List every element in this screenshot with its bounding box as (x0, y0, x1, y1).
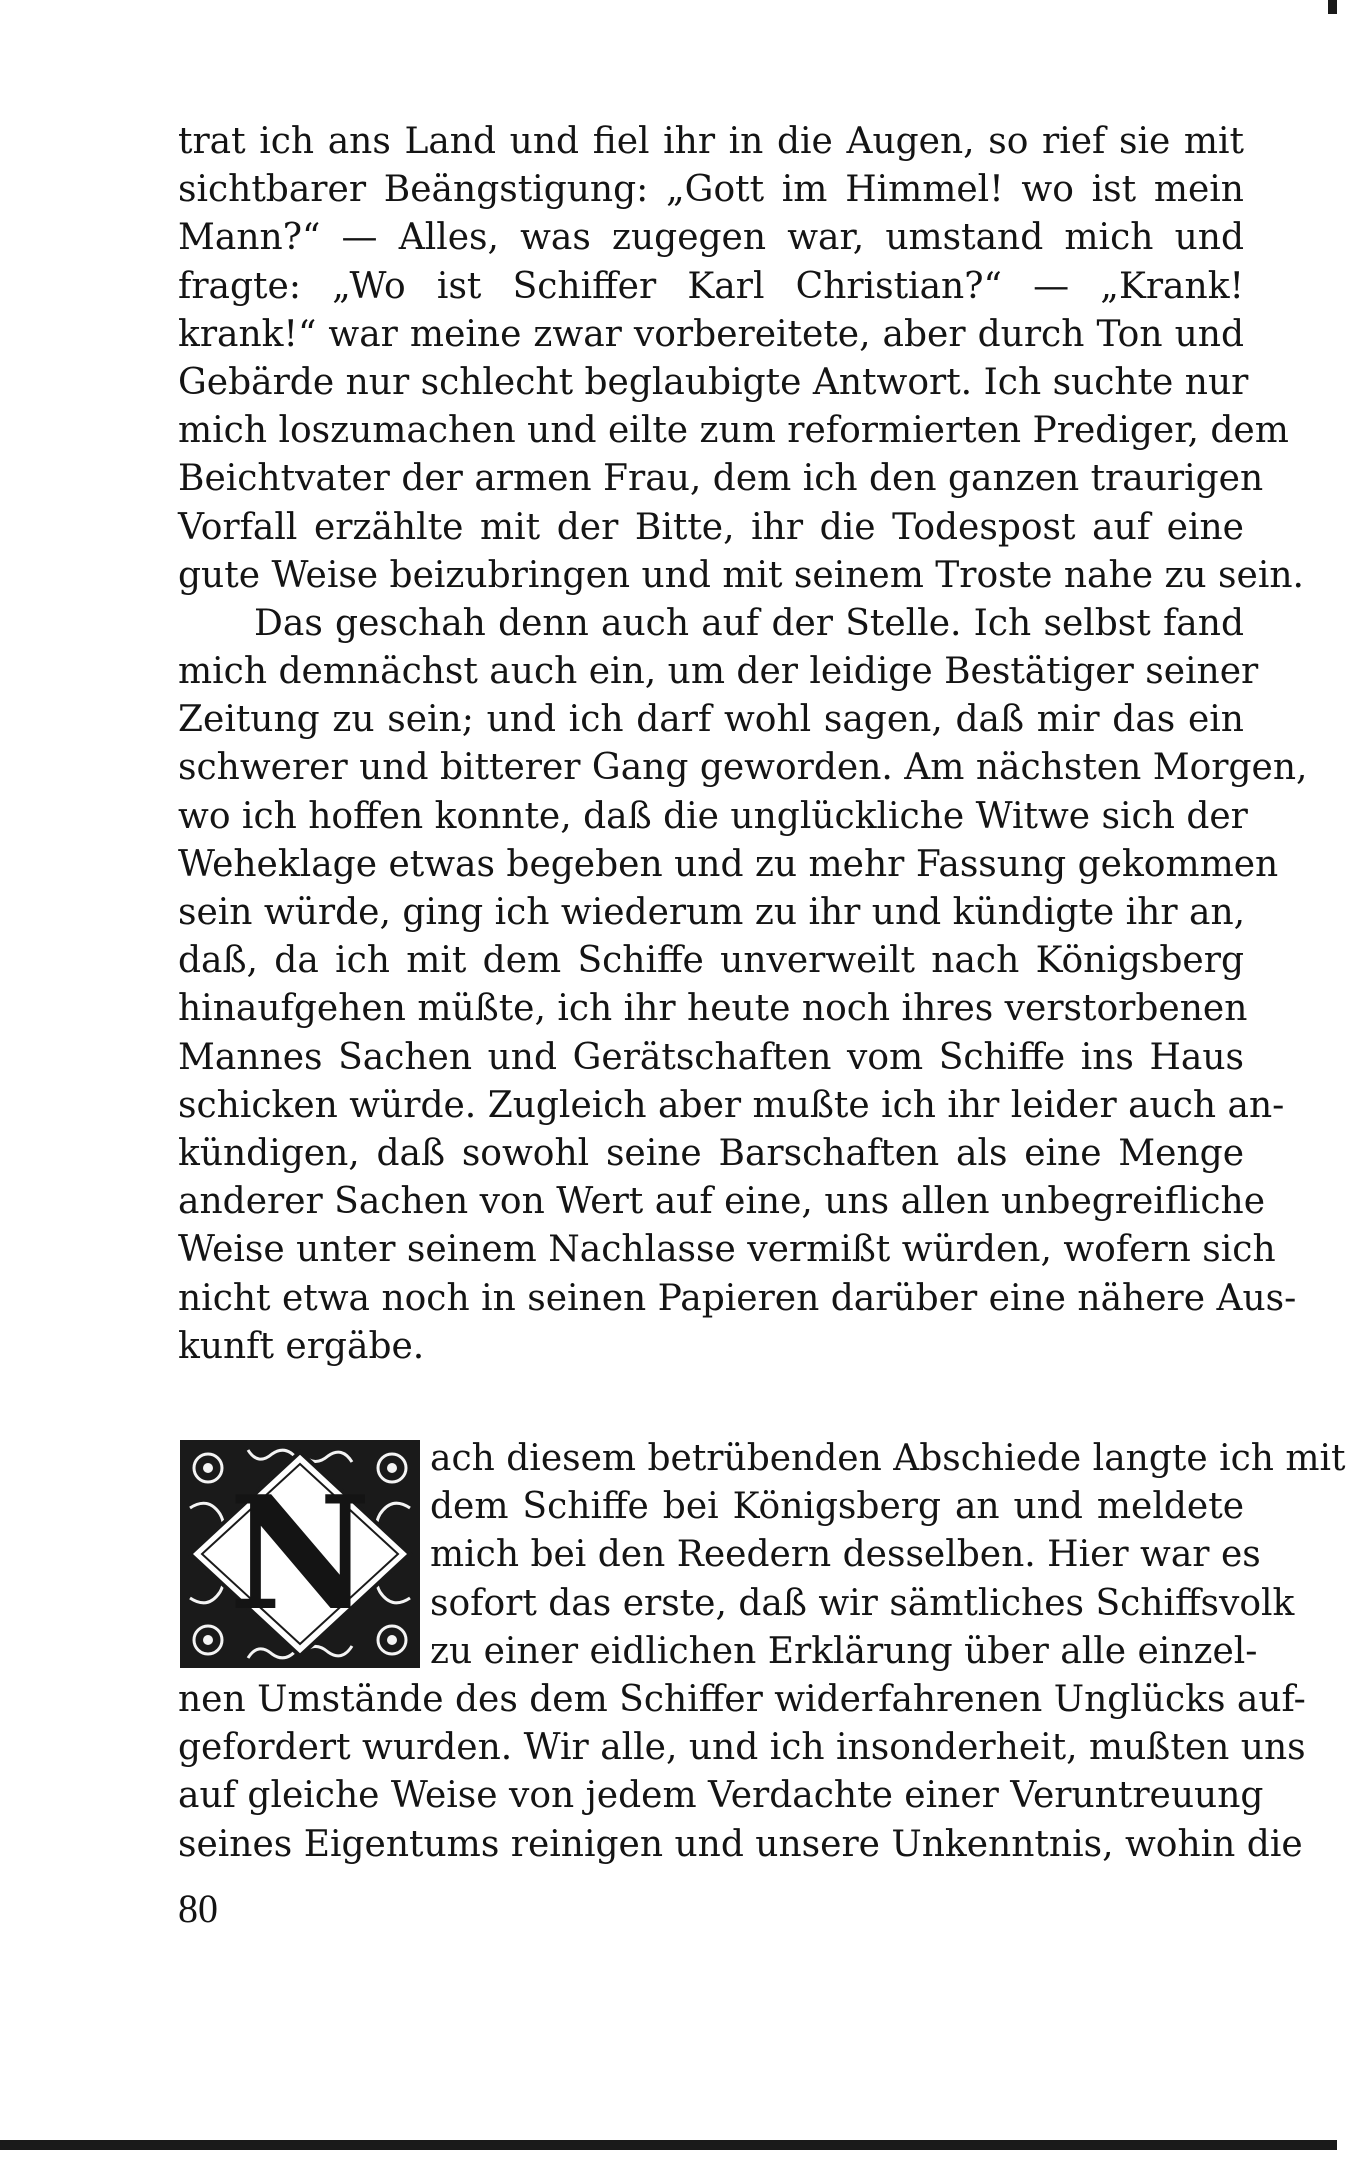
text-line: schwerer und bitterer Gang geworden. Am nächsten Morgen, (178, 747, 1308, 789)
text-line: schicken würde. Zugleich aber mußte ich ihr leider auch an- (178, 1084, 1285, 1126)
text-line: nen Umstände des dem Schiffer widerfahrenen Unglücks auf- (178, 1678, 1306, 1720)
text-line: sofort das erste, daß wir sämtliches Schiffsvolk (430, 1582, 1295, 1624)
scan-bottom-edge (0, 2140, 1337, 2150)
text-line: mich bei den Reedern desselben. Hier war es (430, 1534, 1261, 1576)
text-line: ach diesem betrübenden Abschiede langte ich mit (430, 1438, 1346, 1479)
text-line: Mannes Sachen und Gerätschaften vom Schiffe ins Haus (178, 1036, 1244, 1078)
text-line: anderer Sachen von Wert auf eine, uns allen unbegreifliche (178, 1181, 1265, 1223)
text-line: dem Schiffe bei Königsberg an und meldete (430, 1486, 1244, 1528)
body-text (178, 118, 1308, 1371)
text-line: seines Eigentums reinigen und unsere Unkenntnis, wohin die (178, 1823, 1303, 1865)
text-line: sichtbarer Beängstigung: „Gott im Himmel! wo ist mein (178, 169, 1244, 211)
text-line: Weheklage etwas begeben und zu mehr Fassung gekommen (178, 843, 1279, 885)
text-line: gefordert wurden. Wir alle, und ich insonderheit, mußten uns (178, 1727, 1306, 1769)
text-line: Vorfall erzählte mit der Bitte, ihr die Todespost auf eine (178, 506, 1244, 548)
text-line: Mann?“ — Alles, was zugegen war, umstand mich und (178, 217, 1244, 259)
text-line: daß, da ich mit dem Schiffe unverweilt nach Königsberg (178, 940, 1244, 982)
text-line: Beichtvater der armen Frau, dem ich den ganzen traurigen (178, 458, 1264, 500)
text-line: mich loszumachen und eilte zum reformierten Prediger, dem (178, 410, 1289, 452)
scan-corner-mark (1328, 0, 1337, 14)
text-line: krank!“ war meine zwar vorbereitete, aber durch Ton und (178, 313, 1244, 355)
text-line: fragte: „Wo ist Schiffer Karl Christian?“ — „Krank! (178, 265, 1244, 307)
text-line: zu einer eidlichen Erklärung über alle einzel- (430, 1630, 1258, 1672)
text-line: trat ich ans Land und fiel ihr in die Augen, so rief sie mit (178, 121, 1244, 162)
text-line: auf gleiche Weise von jedem Verdachte einer Veruntreuung (178, 1775, 1264, 1817)
page-number: 80 (178, 1886, 218, 1931)
text-line: mich demnächst auch ein, um der leidige Bestätiger seiner (178, 651, 1259, 693)
text-line: nicht etwa noch in seinen Papieren darüber eine nähere Aus- (178, 1277, 1297, 1319)
text-line: Das geschah denn auch auf der Stelle. Ich selbst fand (254, 602, 1244, 644)
text-line: sein würde, ging ich wiederum zu ihr und kündigte ihr an, (178, 892, 1246, 933)
dropcap-letter: N (228, 1462, 372, 1645)
text-line: Zeitung zu sein; und ich darf wohl sagen, daß mir das ein (178, 699, 1244, 741)
text-line: gute Weise beizubringen und mit seinem Troste nahe zu sein. (178, 554, 1304, 596)
text-line: Gebärde nur schlecht beglaubigte Antwort. Ich suchte nur (178, 361, 1249, 403)
body-text-continued (178, 1435, 1346, 1869)
text-line: wo ich hoffen konnte, daß die unglückliche Witwe sich der (178, 795, 1248, 837)
text-line: kunft ergäbe. (178, 1325, 425, 1367)
text-line: Weise unter seinem Nachlasse vermißt würden, wofern sich (178, 1229, 1276, 1271)
text-line: hinaufgehen müßte, ich ihr heute noch ihres verstorbenen (178, 988, 1248, 1030)
text-line: kündigen, daß sowohl seine Barschaften als eine Menge (178, 1132, 1244, 1174)
